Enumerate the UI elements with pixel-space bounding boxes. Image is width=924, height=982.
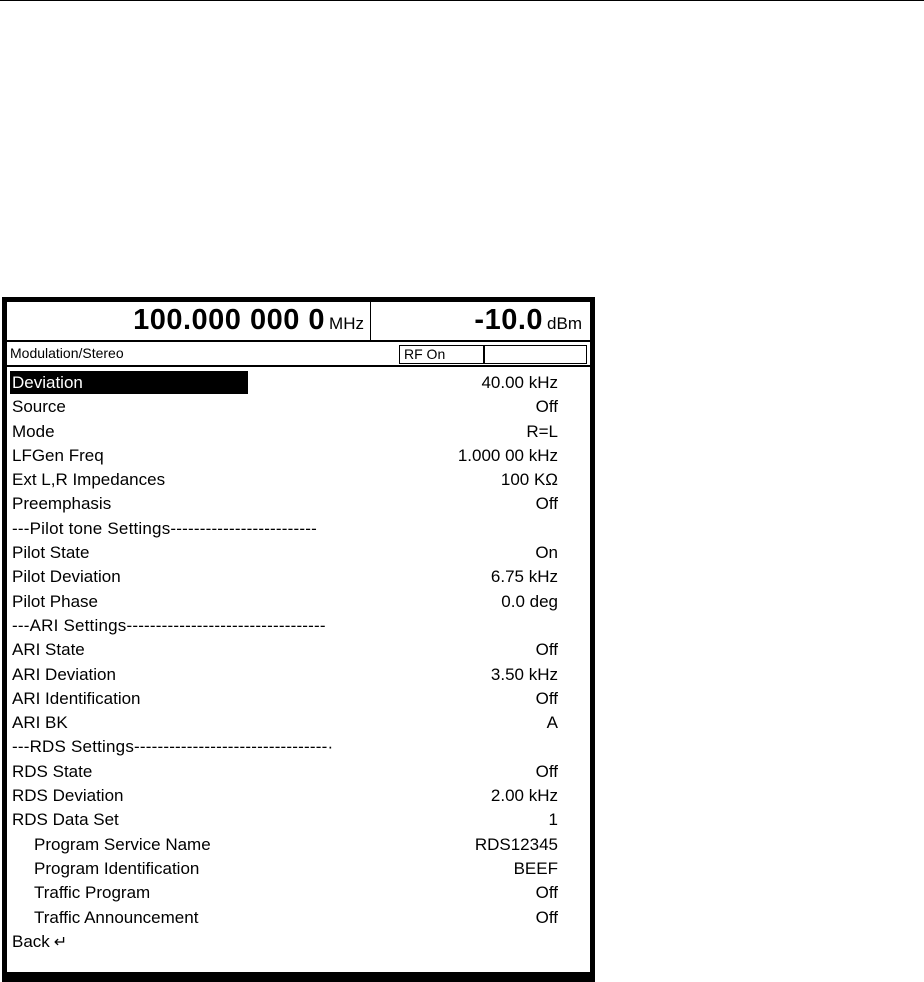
menu-item-label: RDS Deviation (12, 786, 124, 806)
menu-item-pilot-state[interactable] (10, 541, 586, 565)
menu-item-value[interactable]: A (546, 713, 558, 733)
menu-item-value[interactable]: Off (535, 688, 558, 708)
back-label-wrap (10, 930, 67, 955)
section-title: ---Pilot tone Settings------------------------- (12, 518, 317, 538)
enter-icon: ↵ (53, 933, 68, 951)
menu-item-rds-state[interactable] (10, 760, 586, 784)
menu-title: Modulation/Stereo (10, 345, 124, 361)
rf-status-badge: RF On (399, 345, 484, 364)
menu-item-value[interactable]: Off (535, 397, 558, 417)
menu-item-value[interactable]: 100 KΩ (500, 470, 558, 490)
menu-item-label: ARI Deviation (12, 664, 116, 684)
menu-item-label: Program Identification (34, 858, 200, 878)
menu-item-label: Traffic Announcement (34, 907, 199, 927)
menu-item-label: RDS State (12, 761, 93, 781)
menu-item-mode[interactable] (10, 420, 586, 444)
menu-item-label: ARI Identification (12, 688, 141, 708)
menu-item-label: RDS Data Set (12, 810, 119, 830)
menu-item-label: Program Service Name (34, 834, 211, 854)
menu-item-label: ARI State (12, 640, 85, 660)
menu-item-rds-data-set[interactable] (10, 808, 586, 832)
menu-item-ari-bk[interactable] (10, 711, 586, 735)
menu-item-value[interactable]: 1.000 00 kHz (457, 445, 558, 465)
menu-item-value[interactable]: 40.00 kHz (481, 373, 558, 392)
back-button[interactable] (10, 930, 586, 954)
menu-item-source[interactable] (10, 395, 586, 419)
frequency-display[interactable] (7, 302, 371, 340)
menu-item-value[interactable]: 3.50 kHz (490, 664, 558, 684)
menu-item-value[interactable]: BEEF (513, 858, 558, 878)
menu-item-preemphasis[interactable] (10, 492, 586, 516)
section-header-pilot (10, 517, 586, 541)
menu-item-lfgen-freq[interactable] (10, 444, 586, 468)
level-value: -10.0 (474, 304, 544, 336)
menu-item-label: Deviation (10, 371, 248, 394)
back-label: Back (12, 931, 50, 951)
menu-item-value[interactable]: Off (535, 640, 558, 660)
section-header-rds (10, 735, 586, 759)
level-unit: dBm (547, 314, 582, 333)
menu-item-value[interactable]: On (535, 543, 558, 563)
header-bar (7, 302, 590, 342)
level-display[interactable] (371, 302, 590, 340)
status-bar (7, 342, 590, 367)
info-box (484, 345, 587, 364)
menu-item-ari-deviation[interactable] (10, 663, 586, 687)
menu-item-label: Pilot Deviation (12, 567, 121, 587)
menu-item-deviation[interactable] (10, 371, 586, 395)
section-title: ---RDS Settings---------------------------------· (12, 737, 334, 757)
section-header-ari (10, 614, 586, 638)
page-top-rule (0, 0, 924, 1)
menu-item-label: Pilot Phase (12, 591, 98, 611)
menu-item-value[interactable]: 2.00 kHz (490, 786, 558, 806)
menu-item-label: ARI BK (12, 713, 68, 733)
frequency-unit: MHz (329, 314, 364, 333)
menu-item-value[interactable]: Off (535, 907, 558, 927)
menu-item-rds-deviation[interactable] (10, 784, 586, 808)
menu-item-label: Ext L,R Impedances (12, 470, 166, 490)
instrument-display (2, 297, 595, 982)
menu-item-value[interactable]: Off (535, 494, 558, 514)
menu-item-value[interactable]: 0.0 deg (501, 591, 558, 611)
menu-item-label: Traffic Program (34, 883, 151, 903)
menu-item-value[interactable]: 6.75 kHz (490, 567, 558, 587)
menu-item-traffic-announcement[interactable] (10, 906, 586, 930)
menu-item-ari-state[interactable] (10, 638, 586, 662)
menu-item-program-identification[interactable] (10, 857, 586, 881)
menu-item-traffic-program[interactable] (10, 881, 586, 905)
menu-item-label: Source (12, 397, 66, 417)
menu-item-ext-impedances[interactable] (10, 468, 586, 492)
menu-item-program-service-name[interactable] (10, 833, 586, 857)
menu-item-value[interactable]: Off (535, 883, 558, 903)
menu-item-label: Mode (12, 421, 55, 441)
menu-list (10, 371, 586, 954)
menu-item-value[interactable]: Off (535, 761, 558, 781)
menu-item-value[interactable]: RDS12345 (474, 834, 558, 854)
menu-item-label: LFGen Freq (12, 445, 104, 465)
menu-item-label: Preemphasis (12, 494, 112, 514)
menu-item-pilot-deviation[interactable] (10, 565, 586, 589)
section-title: ---ARI Settings---------------------------------- (12, 615, 326, 635)
menu-item-label: Pilot State (12, 543, 90, 563)
menu-item-value[interactable]: R=L (526, 421, 558, 441)
menu-item-pilot-phase[interactable] (10, 590, 586, 614)
menu-item-value[interactable]: 1 (548, 810, 558, 830)
frequency-value: 100.000 000 0 (133, 304, 326, 336)
menu-item-ari-identification[interactable] (10, 687, 586, 711)
